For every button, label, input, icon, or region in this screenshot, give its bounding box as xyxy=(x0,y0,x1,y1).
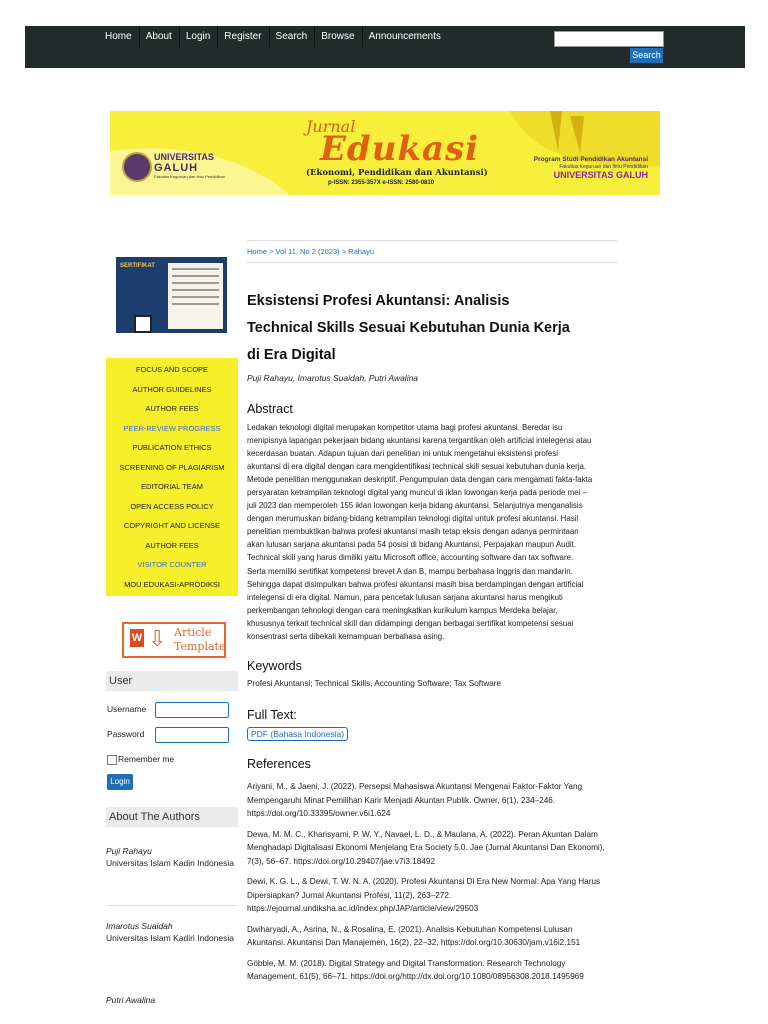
reference-item xyxy=(247,875,619,916)
login-button[interactable]: Login xyxy=(107,774,133,790)
abstract-line: konsentrasi serta dibekali kemampuan berbahasa asing. xyxy=(247,631,445,641)
reference-item xyxy=(247,780,619,821)
article-title-line: Technical Skills Sesuai Kebutuhan Dunia Kerja xyxy=(247,320,570,336)
menu-peer-review-progress[interactable]: PEER-REVIEW PROGRESS xyxy=(123,423,221,433)
menu-visitor-counter[interactable]: VISITOR COUNTER xyxy=(137,560,207,569)
university-seal-icon xyxy=(122,152,152,182)
article-authors: Puji Rahayu, Imarotus Suaidah, Putri Awalina xyxy=(247,373,419,383)
abstract-line: persyaratan ketrampilan teknologi digital yang muncul di iklan lowongan kerja pada periode mei – xyxy=(247,488,587,498)
banner-issn: p-ISSN: 2355-357X e-ISSN: 2580-0810 xyxy=(328,180,435,186)
nav-about[interactable]: About xyxy=(146,26,180,47)
article-template-link[interactable] xyxy=(122,622,226,658)
banner-subtitle: (Ekonomi, Pendidikan dan Akuntansi) xyxy=(306,168,488,178)
reference-item xyxy=(247,957,619,984)
abstract-line: perkembangan tehnologi dengan cara meningkatkan kurikulum kampus Merdeka belajar, xyxy=(247,605,558,615)
abstract-line: menipisnya lapangan pekerjaan bidang akuntansi karena tergantikan oleh artificial intelegensi atau xyxy=(247,436,592,446)
password-label: Password xyxy=(107,729,145,739)
username-label: Username xyxy=(107,704,147,714)
abstract-line: dengan merumuskan bidang-bidang ketrampilan teknologi digital untuk profesi akuntansi. Hasil xyxy=(247,514,579,524)
search-input[interactable] xyxy=(554,31,664,47)
menu-editorial-team[interactable]: EDITORIAL TEAM xyxy=(141,482,203,491)
menu-publication-ethics[interactable]: PUBLICATION ETHICS xyxy=(132,443,212,452)
nav-links xyxy=(105,26,454,48)
nav-search[interactable]: Search xyxy=(276,26,316,47)
reference-link[interactable]: 7(3), 56–67. https://doi.org/10.29407/jae.v7i3.18492 xyxy=(247,856,435,866)
certificate-title: SERTIFIKAT xyxy=(120,263,155,269)
author-card xyxy=(106,994,238,1004)
reference-link[interactable]: https://doi.org/10.33395/owner.v6i1.624 xyxy=(247,809,391,818)
reference-line: Management, 61(5), 66–71. https://doi.org/http://dx.doi.org/10.1080/08956308.2018.1495969 xyxy=(247,972,584,981)
author-name: Putri Awalina xyxy=(106,995,156,1004)
author-name: Imarotus Suaidah xyxy=(106,921,173,931)
nav-browse[interactable]: Browse xyxy=(321,26,362,47)
article-title xyxy=(247,288,617,369)
abstract-line: kecerdasan buatan. Adapun tujuan dari penelitian ini untuk mengetahui eksistensi profesi xyxy=(247,449,559,459)
article-title-line: di Era Digital xyxy=(247,347,336,363)
sidebar-menu xyxy=(106,358,238,596)
nav-home[interactable]: Home xyxy=(105,26,140,47)
top-navbar xyxy=(25,26,745,68)
pdf-link[interactable]: PDF (Bahasa Indonesia) xyxy=(247,727,348,741)
article-template-line2: Template xyxy=(174,640,226,653)
reference-line: Dwiharyadi, A., Asrina, N., & Rosalina, E. (2021). Analisis Kebutuhan Kompetensi Lulusan xyxy=(247,924,573,934)
remember-me-checkbox[interactable] xyxy=(107,755,117,765)
certificate-image[interactable] xyxy=(116,257,227,333)
menu-author-guidelines[interactable]: AUTHOR GUIDELINES xyxy=(132,384,212,394)
reference-line: Dewi, K. G. L., & Dewi, T. W. N. A. (2020). Profesi Akuntansi Di Era New Normal: Apa Yang Harus xyxy=(247,877,601,886)
word-icon: W xyxy=(130,629,144,647)
author-affiliation: Universitas Islam Kadiri Indonesia xyxy=(106,858,235,868)
banner-title: Edukasi xyxy=(320,129,480,169)
reference-line: Menghadapi Digitalisasi Ekonomi Menjelang Era Society 5.0. Jae (Jurnal Akuntansi Dan Ekonomi), xyxy=(247,843,605,852)
user-block-heading: User xyxy=(106,671,238,691)
author-name: Puji Rahayu xyxy=(106,846,152,856)
divider xyxy=(106,905,238,906)
abstract-line: juli 2023 dan memperoleh 155 iklan lowongan kerja bidang akuntansi. Selanjutnya menganalisis xyxy=(247,501,583,511)
banner-prodi-university: UNIVERSITAS GALUH xyxy=(553,170,648,180)
reference-line: Mempengaruhi Minat Pemilihan Karir Menjadi Akuntan Publik. Owner, 6(1), 234–246. xyxy=(247,795,556,805)
abstract-line: Serta memiliki sertifikat kompetensi brevet A dan B, mampu berbahasa Inggris dan mandarin. xyxy=(247,566,573,576)
author-card xyxy=(106,920,238,944)
abstract-line: akuntansi di era digital dengan cara mengidentifikasi technical skill sesuai kebutuhan dunia kerja. xyxy=(247,462,587,472)
abstract-line: penelitian membuktikan bahwa profesi akuntansi masih tetap eksis dengan adanya permintaan xyxy=(247,527,579,537)
banner-university-small: UNIVERSITAS xyxy=(154,152,214,162)
reference-line: Dewa, M. M. C., Kharisyami, P. W. Y., Navael, L. D., & Maulana, A. (2022). Peran Akuntan Dalam xyxy=(247,829,598,839)
abstract-line: Ledakan teknologi digital merupakan kompetitor utama bagi profesi akuntansi. Beredar isu xyxy=(247,423,563,432)
breadcrumb-rule-bottom xyxy=(247,262,617,263)
references-heading: References xyxy=(247,757,311,771)
abstract-line: intelegensi di era digital. Namun, para pencetak lulusan sarjana akuntansi harus mengikuti xyxy=(247,592,563,602)
nav-login[interactable]: Login xyxy=(186,26,218,47)
menu-screening-of-plagiarism[interactable]: SCREENING OF PLAGIARISM xyxy=(119,462,225,472)
article-title-line: Eksistensi Profesi Akuntansi: Analisis xyxy=(247,293,510,309)
references-list xyxy=(247,780,619,991)
breadcrumb-rule-top xyxy=(247,240,617,241)
menu-author-fees-2[interactable]: AUTHOR FEES xyxy=(145,540,199,550)
search-button[interactable]: Search xyxy=(630,48,663,63)
nav-announcements[interactable]: Announcements xyxy=(368,31,441,42)
breadcrumb[interactable]: Home > Vol 11, No 2 (2023) > Rahayu xyxy=(247,247,375,256)
reference-item xyxy=(247,828,619,869)
certificate-page xyxy=(168,263,223,329)
menu-copyright-and-license[interactable]: COPYRIGHT AND LICENSE xyxy=(123,521,221,530)
banner-prodi: Program Studi Pendidikan Akuntansi xyxy=(533,156,648,163)
username-field[interactable] xyxy=(155,702,229,718)
menu-focus-and-scope[interactable]: FOCUS AND SCOPE xyxy=(135,365,209,374)
abstract-heading: Abstract xyxy=(247,402,293,416)
menu-author-fees[interactable]: AUTHOR FEES xyxy=(145,404,199,413)
password-field[interactable] xyxy=(155,727,229,743)
banner-university: GALUH xyxy=(154,162,199,174)
keywords-heading: Keywords xyxy=(247,659,302,673)
article-template-line1: Article xyxy=(174,626,212,639)
reference-line: Ariyani, M., & Jaeni, J. (2022). Persepsi Mahasiswa Akuntansi Mengenai Faktor-Faktor Yang xyxy=(247,782,583,791)
author-card xyxy=(106,845,238,869)
reference-item xyxy=(247,923,619,950)
banner-university-sub: Fakultas Keguruan dan Ilmu Pendidikan xyxy=(154,174,225,179)
journal-banner xyxy=(110,111,660,195)
abstract-line: Metode penelitian menggunakan deskriptif. Pengumpulan data dengan cara mengamati fakta-fakta xyxy=(247,475,593,485)
menu-open-access-policy[interactable]: OPEN ACCESS POLICY xyxy=(130,501,214,511)
abstract-line: khususnya terkait technical skill dan didampingi dengan berbagai sertifikat kompetensi sesuai xyxy=(247,618,574,628)
abstract-line: Technical skill yang harus dimiliki yaitu Microsoft office, accounting software dan tax software. xyxy=(247,553,574,563)
banner-script-title: Jurnal xyxy=(306,117,356,136)
abstract-text xyxy=(247,421,617,643)
remember-me-label: Remember me xyxy=(118,754,175,764)
menu-mou-edukasi-aprodiksi[interactable]: MOU EDUKASI-APRODIKSI xyxy=(124,579,220,589)
reference-line: Göbble, M. M. (2018). Digital Strategy and Digital Transformation. Research Technology xyxy=(247,958,566,968)
abstract-line: akan lulusan sarjana akuntansi pada 54 posisi di bidang Akuntansi, Perpajakan maupun Audit. xyxy=(247,540,577,550)
fulltext-heading: Full Text: xyxy=(247,708,297,722)
download-arrow-icon: ⇩ xyxy=(148,626,167,651)
reference-link[interactable]: https://ejournal.undiksha.ac.id/index.php/JAP/article/view/29503 xyxy=(247,904,479,913)
author-affiliation: Universitas Islam Kadiri Indonesia xyxy=(106,933,235,943)
qr-code-icon xyxy=(134,315,152,333)
banner-prodi-sub: Fakultas Keguruan dan Ilmu Pendidikan xyxy=(559,164,648,170)
abstract-line: Sehingga dapat disimpulkan bahwa profesi akuntansi masih bisa berdampingan dengan artificial xyxy=(247,579,584,589)
reference-line: Akuntansi. Akuntansi Dan Manajemen, 16(2), 22–32. https://doi.org/10.30630/jam.v16i2.151 xyxy=(247,938,581,947)
reference-line: Dipersiapkan? Jurnal Akuntansi Profesi, 11(2), 263–272. xyxy=(247,890,452,900)
nav-register[interactable]: Register xyxy=(224,26,269,47)
keywords-text: Profesi Akuntansi; Technical Skills, Accounting Software; Tax Software xyxy=(247,679,502,688)
about-authors-heading: About The Authors xyxy=(106,807,238,827)
